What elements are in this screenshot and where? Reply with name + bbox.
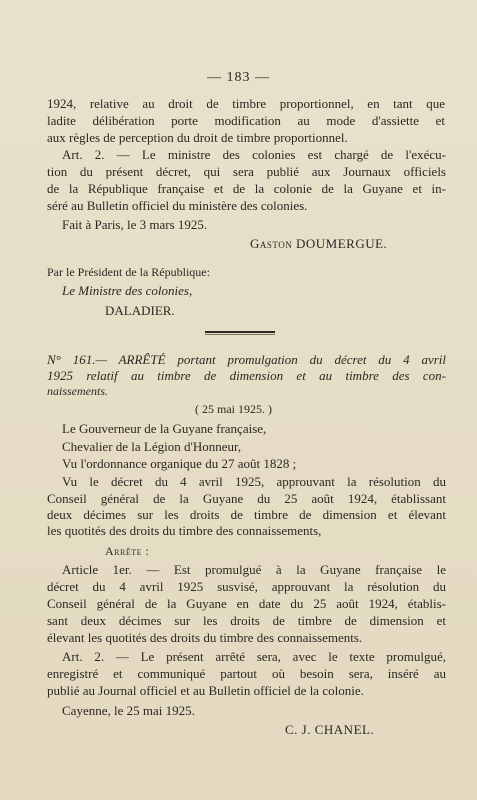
separator-rule xyxy=(205,334,275,335)
date-line: Fait à Paris, le 3 mars 1925. xyxy=(62,217,208,232)
text-line: publié au Journal officiel et au Bulletin officiel de la colonie. xyxy=(47,683,364,698)
text-line: deux décimes sur les droits de timbre de dimension et élevant xyxy=(47,507,446,522)
page-number: — 183 — xyxy=(207,70,270,85)
text-line: ladite délibération porte modification au mode d'assiette et xyxy=(47,113,445,128)
text-line: enregistré et communiqué partout où besoin sera, inséré au xyxy=(47,666,446,681)
date-line: Cayenne, le 25 mai 1925. xyxy=(62,703,195,718)
text-line: Conseil général de la Guyane du 25 août 1924, établissant xyxy=(47,491,446,506)
signature: DALADIER. xyxy=(105,303,175,318)
text-line: Par le Président de la République: xyxy=(47,265,210,279)
text-line: tion du présent décret, qui sera publié aux Journaux officiels xyxy=(47,164,446,179)
text-line: de la République française et de la colonie de la Guyane et in- xyxy=(47,181,446,196)
text-line: 1924, relative au droit de timbre proportionnel, en tant que xyxy=(47,96,445,111)
text-line: décret du 4 avril 1925 susvisé, approuvant la résolution du xyxy=(47,579,446,594)
text-line: séré au Bulletin officiel du ministère des colonies. xyxy=(47,198,308,213)
heading-line: 1925 relatif au timbre de dimension et au timbre des con- xyxy=(47,368,446,383)
text-line: Vu le décret du 4 avril 1925, approuvant la résolution du xyxy=(62,474,446,489)
text-line: Le Gouverneur de la Guyane française, xyxy=(62,421,267,436)
text-line: aux règles de perception du droit de timbre proportionnel. xyxy=(47,130,348,145)
separator-rule xyxy=(205,331,275,333)
arrete-label: Arrête : xyxy=(105,544,150,558)
text-line: Le Ministre des colonies, xyxy=(62,283,193,298)
heading-line: naissements. xyxy=(47,384,108,398)
text-line: Conseil général de la Guyane en date du 25 août 1924, établis- xyxy=(47,596,446,611)
text-line: Chevalier de la Légion d'Honneur, xyxy=(62,439,242,454)
text-line: élevant les quotités des droits du timbre des connaissements. xyxy=(47,630,363,645)
text-line: Article 1er. — Est promulgué à la Guyane française le xyxy=(62,562,446,577)
heading-line: N° 161.— ARRÊTÉ portant promulgation du décret du 4 avril xyxy=(47,352,446,367)
signature: Gaston DOUMERGUE. xyxy=(250,236,388,251)
text-line: Vu l'ordonnance organique du 27 août 1828 ; xyxy=(62,456,297,471)
signature: C. J. CHANEL. xyxy=(285,722,375,737)
text-line: Art. 2. — Le présent arrêté sera, avec le texte promulgué, xyxy=(62,649,446,664)
text-line: Art. 2. — Le ministre des colonies est chargé de l'exécu- xyxy=(62,147,446,162)
date-line: ( 25 mai 1925. ) xyxy=(195,402,272,416)
text-line: les quotités des droits du timbre des connaissements, xyxy=(47,523,322,538)
text-line: sant deux décimes sur les droits de timbre de dimension et xyxy=(47,613,446,628)
